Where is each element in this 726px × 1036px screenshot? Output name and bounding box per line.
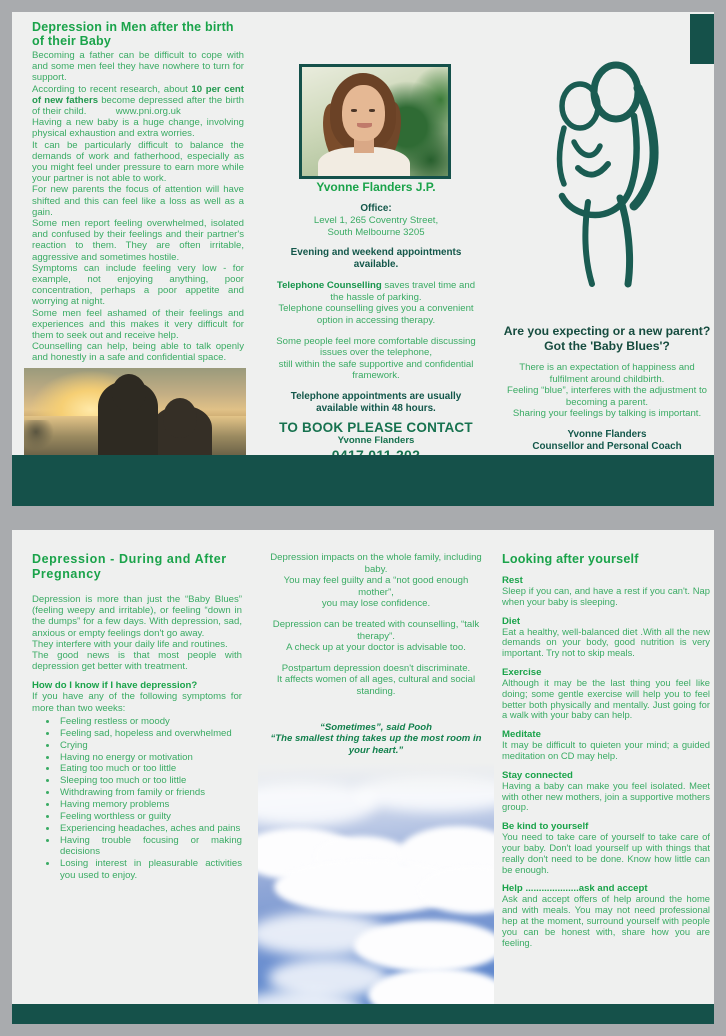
pregnancy-para-3: The good news is that most people with depression get better with treatment. bbox=[32, 650, 242, 673]
telephone-counselling-line2: Telephone counselling gives you a convenient option in accessing therapy. bbox=[278, 303, 474, 326]
top-panel bbox=[12, 12, 714, 455]
men-para-5: For new parents the focus of attention will have shifted and this can feel like a loss as well as a gain. bbox=[32, 184, 244, 218]
postpartum-line2: It affects women of all ages, cultural and social standing. bbox=[276, 674, 476, 697]
selfcare-section bbox=[502, 729, 710, 762]
selfcare-section bbox=[502, 667, 710, 721]
selfcare-body: Ask and accept offers of help around the home and with meals. You may not need professional hep at the moment, surround yourself with people you can be honest with, share how you are feeling. bbox=[502, 893, 710, 948]
baby-blues-heading-line2: Got the 'Baby Blues'? bbox=[544, 338, 670, 353]
men-bold-stat: 10 per cent of new fathers bbox=[32, 83, 244, 106]
signature-name: Yvonne Flanders bbox=[567, 428, 647, 440]
selfcare-section bbox=[502, 883, 710, 948]
baby-blues-body-2: Feeling “blue”, interferes with the adjustment to becoming a parent. bbox=[507, 385, 707, 408]
top-middle-column bbox=[270, 180, 482, 485]
book-contact-name: Yvonne Flanders bbox=[337, 434, 415, 446]
list-item: • Experiencing headaches, aches and pains bbox=[58, 823, 242, 834]
selfcare-title: Meditate bbox=[502, 729, 541, 741]
treatment-line1: Depression can be treated with counselling, “talk therapy”. bbox=[272, 618, 480, 642]
portrait-mouth bbox=[357, 123, 372, 128]
list-item: • Sleeping too much or too little bbox=[58, 775, 242, 786]
selfcare-body: Sleep if you can, and have a rest if you can't. Nap when your baby is sleeping. bbox=[502, 585, 710, 607]
men-para-2: According to recent research, about 10 per cent of new fathers become depressed after the birth of their child. www.pni.org.uk bbox=[32, 83, 244, 118]
selfcare-title: Be kind to yourself bbox=[502, 821, 589, 833]
baby-blues-body-3: Sharing your feelings by talking is important. bbox=[512, 408, 702, 420]
pooh-quote-line1: “Sometimes”, said Pooh bbox=[320, 721, 432, 733]
practitioner-name: Yvonne Flanders J.P. bbox=[316, 180, 436, 194]
comfort-note-1: Some people feel more comfortable discussing issues over the telephone, bbox=[276, 335, 476, 359]
list-item: • Crying bbox=[58, 740, 242, 751]
silhouette-head-a bbox=[112, 374, 146, 412]
selfcare-section bbox=[502, 616, 710, 659]
family-impact-line1: Depression impacts on the whole family, including baby. bbox=[270, 552, 482, 575]
telephone-counselling-rest: saves travel time and the hassle of parking. bbox=[330, 280, 476, 303]
telephone-counselling-bold: Telephone Counselling bbox=[276, 280, 382, 292]
comfort-note-2: still within the safe supportive and confidential framework. bbox=[278, 358, 474, 382]
address-line-1: Level 1, 265 Coventry Street, bbox=[313, 215, 439, 226]
postpartum-line1: Postpartum depression doesn't discriminate. bbox=[281, 662, 471, 674]
selfcare-body: Although it may be the last thing you feel like doing; some gentle exercise will help you to feel better both physically and mentally. Just going for a walk with your baby can help. bbox=[502, 676, 710, 721]
bottom-middle-column bbox=[270, 552, 482, 756]
list-item: • Having no energy or motivation bbox=[58, 752, 242, 763]
top-left-column bbox=[32, 20, 244, 364]
portrait-eye-left bbox=[351, 109, 357, 112]
bottom-panel bbox=[12, 530, 714, 1024]
family-impact-line3: you may lose confidence. bbox=[321, 598, 431, 610]
selfcare-body: You need to take care of yourself to take care of your baby. Don't load yourself up with things that really don't need to be done. Know how little can be enough. bbox=[502, 831, 710, 875]
depression-question-heading: How do I know if I have depression? bbox=[32, 680, 198, 692]
selfcare-body: Having a baby can make you feel isolated. Meet with other new mothers, join a supportive mothers group. bbox=[502, 779, 710, 813]
portrait-eye-right bbox=[369, 109, 375, 112]
men-para-9: Counselling can help, being able to talk openly and honestly in a safe and confidential space. bbox=[32, 341, 244, 364]
portrait-face bbox=[342, 85, 385, 141]
office-label: Office: bbox=[360, 203, 392, 214]
family-impact-line2: You may feel guilty and a “not good enough mother”, bbox=[283, 575, 469, 598]
pregnancy-para-2: They interfere with your daily life and routines. bbox=[32, 638, 228, 650]
selfcare-title: Rest bbox=[502, 575, 523, 586]
footer-green-band bbox=[12, 1004, 714, 1024]
looking-after-yourself-heading: Looking after yourself bbox=[502, 552, 639, 566]
list-item: • Feeling worthless or guilty bbox=[58, 811, 242, 822]
men-para-1: Becoming a father can be difficult to cope with and some men feel they have nowhere to turn for support. bbox=[32, 50, 244, 84]
list-item: • Eating too much or too little bbox=[58, 763, 242, 774]
list-item: • Withdrawing from family or friends bbox=[58, 787, 242, 798]
selfcare-body: Eat a healthy, well-balanced diet .With all the new demands on your body, good nutrition is very important. Try not to skip meals. bbox=[502, 625, 710, 659]
pni-url[interactable]: www.pni.org.uk bbox=[115, 106, 181, 118]
portrait-photo-frame bbox=[299, 64, 451, 179]
top-right-green-tab bbox=[690, 14, 714, 64]
men-para-6: Some men report feeling overwhelmed, isolated and confused by their feelings and their partner's reaction to them. They are often irritable, aggressive and sometimes hostile. bbox=[32, 218, 244, 263]
appointments-note: Evening and weekend appointments available. bbox=[290, 247, 462, 271]
depression-question-intro: If you have any of the following symptoms for more than two weeks: bbox=[32, 691, 242, 714]
baby-blues-body-1: There is an expectation of happiness and fulfilment around childbirth. bbox=[519, 362, 695, 385]
men-para-4: It can be particularly difficult to balance the demands of work and fatherhood, especially as you might feel under pressure to earn more while your partner is not able to work. bbox=[32, 139, 244, 185]
symptoms-list bbox=[32, 716, 242, 881]
list-item: • Feeling restless or moody bbox=[58, 716, 242, 727]
top-right-column bbox=[502, 324, 712, 453]
baby-blues-heading-line1: Are you expecting or a new parent? bbox=[503, 324, 711, 338]
list-item: • Having trouble focusing or making decisions bbox=[58, 835, 242, 858]
selfcare-body: It may be difficult to quieten your mind; a guided meditation on CD may help. bbox=[502, 739, 710, 761]
mother-and-child-logo bbox=[542, 50, 692, 298]
blue-sky-photo bbox=[258, 762, 494, 1024]
selfcare-title: Help ....................ask and accept bbox=[502, 883, 648, 895]
sky-top-fade bbox=[258, 762, 494, 796]
sunset-couple-photo bbox=[24, 368, 246, 467]
bottom-right-column bbox=[502, 552, 710, 956]
list-item: • Losing interest in pleasurable activities you used to enjoy. bbox=[58, 858, 242, 881]
pregnancy-depression-heading: Depression - During and After Pregnancy bbox=[32, 552, 227, 581]
men-depression-heading: Depression in Men after the birth of their Baby bbox=[32, 20, 234, 48]
selfcare-section bbox=[502, 575, 710, 608]
cloud bbox=[354, 920, 494, 972]
silhouette-head-b bbox=[163, 398, 197, 438]
selfcare-section bbox=[502, 821, 710, 875]
signature-role: Counsellor and Personal Coach bbox=[532, 440, 682, 452]
list-item: • Feeling sad, hopeless and overwhelmed bbox=[58, 728, 242, 739]
middle-green-band bbox=[12, 455, 714, 506]
selfcare-section bbox=[502, 770, 710, 813]
availability-note: Telephone appointments are usually available within 48 hours. bbox=[290, 390, 462, 414]
selfcare-title: Stay connected bbox=[502, 769, 573, 781]
address-line-2: South Melbourne 3205 bbox=[327, 226, 425, 238]
men-para-3: Having a new baby is a huge change, involving physical exhaustion and extra worries. bbox=[32, 117, 244, 140]
selfcare-title: Diet bbox=[502, 615, 521, 627]
pregnancy-para-1: Depression is more than just the “Baby Blues” (feeling weepy and irritable), or feeling “down in the dumps” for a few days. With depression, sad, anxious or empty feelings don't go away. bbox=[32, 594, 242, 639]
selfcare-title: Exercise bbox=[502, 666, 542, 678]
book-heading: TO BOOK PLEASE CONTACT bbox=[279, 419, 473, 435]
bottom-left-column bbox=[32, 552, 242, 882]
telephone-counselling-line1 bbox=[270, 280, 482, 303]
list-item: • Having memory problems bbox=[58, 799, 242, 810]
sunset-shrub bbox=[24, 420, 54, 450]
mother-and-child-icon bbox=[542, 50, 692, 298]
men-para-8: Some men feel ashamed of their feelings and experiences and this makes it very difficult for them to seek out and receive help. bbox=[32, 307, 244, 342]
pooh-quote-line2: “The smallest thing takes up the most room in your heart.” bbox=[270, 733, 482, 756]
men-para-7: Symptoms can include feeling very low - for example, not enjoying anything, poor concentration, perhaps a poor appetite and worrying at night. bbox=[32, 262, 244, 308]
treatment-line2: A check up at your doctor is advisable too. bbox=[286, 642, 466, 654]
